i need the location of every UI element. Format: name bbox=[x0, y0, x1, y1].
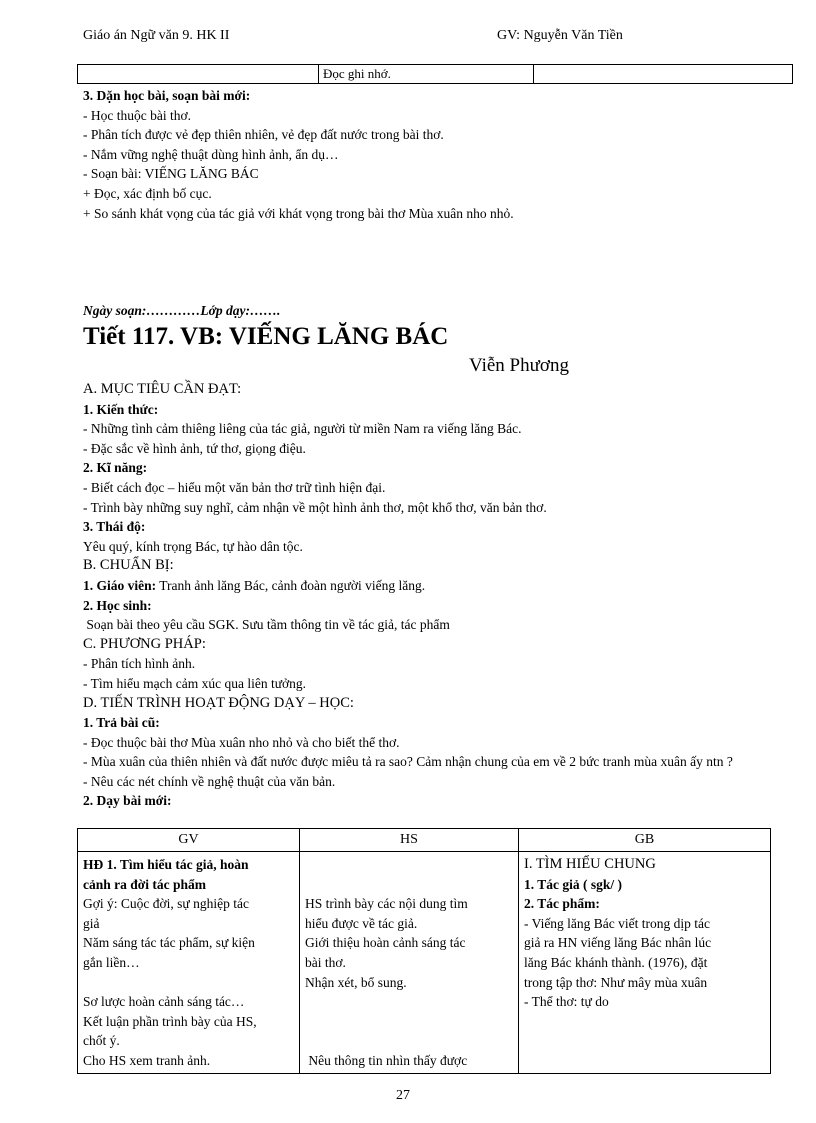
table-cell: Đọc ghi nhớ. bbox=[319, 65, 534, 84]
spacer bbox=[305, 855, 513, 875]
teacher-prep bbox=[83, 576, 773, 596]
spacer bbox=[305, 1031, 513, 1051]
gv-line: giả bbox=[83, 915, 100, 931]
column-header-gv: GV bbox=[78, 829, 300, 852]
gb-line: lăng Bác khánh thành. (1976), đặt bbox=[524, 954, 708, 970]
header-subject: Giáo án Ngữ văn 9. HK II bbox=[83, 28, 230, 43]
activity-table bbox=[77, 828, 771, 1074]
student-heading: 2. Học sinh: bbox=[83, 597, 152, 613]
method-line: - Tìm hiểu mạch cảm xúc qua liên tưởng. bbox=[83, 675, 307, 691]
hs-line: Nêu thông tin nhìn thấy được bbox=[305, 1052, 468, 1068]
gb-line: giả ra HN viếng lăng Bác nhân lúc bbox=[524, 935, 712, 951]
skills-line: - Biết cách đọc – hiểu một văn bản thơ trữ tình hiện đại. bbox=[83, 479, 386, 495]
homework-line: - Phân tích được vẻ đẹp thiên nhiên, vẻ đẹp đất nước trong bài thơ. bbox=[83, 127, 444, 143]
hs-line: HS trình bày các nội dung tìm bbox=[305, 896, 468, 912]
teacher-text: Tranh ảnh lăng Bác, cảnh đoàn người viếng lăng. bbox=[156, 577, 426, 593]
knowledge-heading: 1. Kiến thức: bbox=[83, 401, 159, 417]
teacher-label: 1. Giáo viên: bbox=[83, 577, 157, 593]
review-line: - Nêu các nét chính về nghệ thuật của văn bản. bbox=[83, 773, 336, 789]
section-d-heading: D. TIẾN TRÌNH HOẠT ĐỘNG DẠY – HỌC: bbox=[83, 694, 354, 711]
gb-subheading: 2. Tác phẩm: bbox=[524, 896, 600, 912]
activity-title: cảnh ra đời tác phẩm bbox=[83, 876, 206, 892]
hs-line: Giới thiệu hoàn cảnh sáng tác bbox=[305, 935, 466, 951]
column-header-gb: GB bbox=[519, 829, 771, 852]
gb-heading: I. TÌM HIỂU CHUNG bbox=[524, 856, 656, 872]
homework-line: - Học thuộc bài thơ. bbox=[83, 107, 191, 123]
gv-line: Gợi ý: Cuộc đời, sự nghiệp tác bbox=[83, 896, 249, 912]
header-teacher: GV: Nguyễn Văn Tiền bbox=[497, 28, 623, 43]
homework-heading: 3. Dặn học bài, soạn bài mới: bbox=[83, 88, 251, 103]
attitude-line: Yêu quý, kính trọng Bác, tự hào dân tộc. bbox=[83, 538, 303, 554]
spacer bbox=[83, 973, 294, 993]
gb-line: - Viếng lăng Bác viết trong dịp tác bbox=[524, 915, 711, 931]
section-a-heading: A. MỤC TIÊU CẦN ĐẠT: bbox=[83, 381, 242, 397]
spacer bbox=[305, 992, 513, 1012]
gv-line: Kết luận phần trình bày của HS, bbox=[83, 1013, 257, 1029]
hs-line: Nhận xét, bổ sung. bbox=[305, 974, 407, 990]
gv-line: Năm sáng tác tác phẩm, sự kiện bbox=[83, 935, 255, 951]
homework-line: + Đọc, xác định bố cục. bbox=[83, 185, 212, 201]
gv-line: Sơ lược hoàn cảnh sáng tác… bbox=[83, 994, 245, 1010]
homework-line: - Soạn bài: VIẾNG LĂNG BÁC bbox=[83, 166, 259, 182]
hs-cell bbox=[300, 852, 519, 1074]
spacer bbox=[305, 1012, 513, 1032]
knowledge-line: - Đặc sắc về hình ảnh, tứ thơ, giọng điệu. bbox=[83, 440, 306, 456]
gv-line: gắn liền… bbox=[83, 954, 140, 970]
gb-line: - Thể thơ: tự do bbox=[524, 994, 609, 1010]
review-line: - Mùa xuân của thiên nhiên và đất nước được miêu tả ra sao? Cảm nhận chung của em về 2 bức tranh mùa xuân ấy ntn ? bbox=[83, 754, 733, 770]
homework-line: - Nắm vững nghệ thuật dùng hình ảnh, ẩn dụ… bbox=[83, 146, 339, 162]
spacer bbox=[305, 875, 513, 895]
skills-line: - Trình bày những suy nghĩ, cảm nhận về một hình ảnh thơ, một khổ thơ, văn bản thơ. bbox=[83, 499, 547, 515]
homework-line: + So sánh khát vọng của tác giả với khát vọng trong bài thơ Mùa xuân nho nhỏ. bbox=[83, 205, 514, 221]
gv-line: chốt ý. bbox=[83, 1033, 120, 1049]
page-number: 27 bbox=[396, 1088, 410, 1103]
gb-line: trong tập thơ: Như mây mùa xuân bbox=[524, 974, 708, 990]
previous-lesson-table-tail bbox=[77, 64, 793, 84]
section-b-heading: B. CHUẨN BỊ: bbox=[83, 557, 174, 574]
lesson-author: Viễn Phương bbox=[469, 355, 569, 376]
section-c-heading: C. PHƯƠNG PHÁP: bbox=[83, 635, 206, 652]
table-cell bbox=[534, 65, 793, 84]
gv-cell bbox=[78, 852, 300, 1074]
gb-subheading: 1. Tác giả ( sgk/ ) bbox=[524, 876, 623, 892]
activity-title: HĐ 1. Tìm hiểu tác giả, hoàn bbox=[83, 857, 249, 872]
hs-line: hiểu được về tác giả. bbox=[305, 915, 418, 931]
gb-cell bbox=[519, 852, 771, 1074]
table-cell bbox=[78, 65, 319, 84]
method-line: - Phân tích hình ảnh. bbox=[83, 656, 196, 672]
lesson-body bbox=[83, 380, 773, 811]
knowledge-line: - Những tình cảm thiêng liêng của tác giả, người từ miền Nam ra viếng lăng Bác. bbox=[83, 421, 522, 437]
lesson-meta: Ngày soạn:…………Lớp dạy:……. bbox=[83, 303, 281, 318]
homework-section bbox=[83, 86, 773, 223]
column-header-hs: HS bbox=[300, 829, 519, 852]
gv-line: Cho HS xem tranh ảnh. bbox=[83, 1052, 211, 1068]
new-lesson-heading: 2. Dạy bài mới: bbox=[83, 793, 172, 809]
student-text: Soạn bài theo yêu cầu SGK. Sưu tầm thông tin về tác giả, tác phẩm bbox=[83, 617, 450, 633]
hs-line: bài thơ. bbox=[305, 954, 346, 970]
attitude-heading: 3. Thái độ: bbox=[83, 519, 146, 535]
skills-heading: 2. Kĩ năng: bbox=[83, 460, 148, 476]
lesson-title: Tiết 117. VB: VIẾNG LĂNG BÁC bbox=[83, 323, 449, 350]
review-line: - Đọc thuộc bài thơ Mùa xuân nho nhỏ và cho biết thể thơ. bbox=[83, 734, 400, 750]
review-heading: 1. Trả bài cũ: bbox=[83, 715, 160, 731]
